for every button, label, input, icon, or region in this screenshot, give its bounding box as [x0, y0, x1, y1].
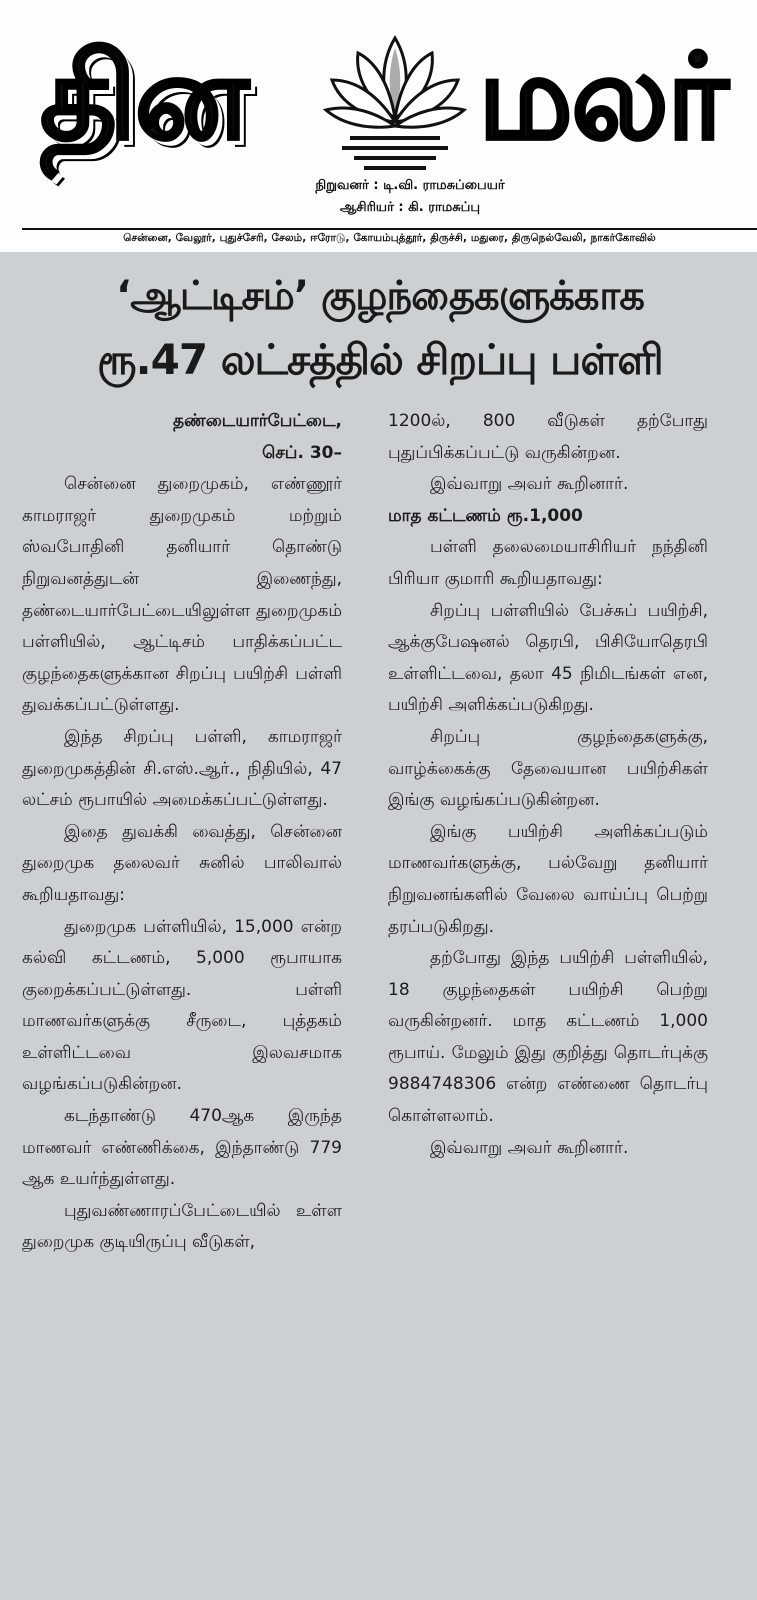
- masthead: [0, 0, 757, 244]
- headline-line-2: ரூ.47 லட்சத்தில் சிறப்பு பள்ளி: [97, 335, 663, 384]
- subheading: மாத கட்டணம் ரூ.1,000: [388, 505, 583, 526]
- lotus-logo-icon: [320, 18, 470, 178]
- paragraph: இதை துவக்கி வைத்து, சென்னை துறைமுக தலைவர் சுனில் பாலிவால் கூறியதாவது:: [22, 821, 342, 905]
- article-column-left: [22, 406, 342, 1259]
- paragraph: சிறப்பு குழந்தைகளுக்கு, வாழ்க்கைக்கு தேவையான பயிற்சிகள் இங்கு வழங்கப்படுகின்றன.: [388, 726, 708, 811]
- founder-line: நிறுவனர் : டி.வி. ராமசுப்பையர்: [315, 178, 505, 193]
- paragraph: பள்ளி தலைமையாசிரியர் நந்தினி பிரியா குமாரி கூறியதாவது:: [388, 537, 708, 589]
- paragraph: 1200ல், 800 வீடுகள் தற்போது புதுப்பிக்கப்பட்டு வருகின்றன.: [388, 411, 708, 463]
- paragraph: புதுவண்ணாரப்பேட்டையில் உள்ள துறைமுக குடியிருப்பு வீடுகள்,: [22, 1200, 342, 1253]
- paragraph: கடந்தாண்டு 470ஆக இருந்த மாணவர் எண்ணிக்கை, இந்தாண்டு 779 ஆக உயர்ந்துள்ளது.: [22, 1106, 342, 1190]
- paragraph: துறைமுக பள்ளியில், 15,000 என்ற கல்வி கட்டணம், 5,000 ரூபாயாக குறைக்கப்பட்டுள்ளது. பள்ளி மாணவர்களுக்கு சீருடை, புத்தகம் உள்ளிட்டவை இலவசமாக வழங்கப்படுகின்றன.: [22, 916, 342, 1095]
- masthead-name-left: தின: [40, 28, 248, 166]
- paragraph: இவ்வாறு அவர் கூறினார்.: [430, 474, 629, 495]
- paragraph: சிறப்பு பள்ளியில் பேச்சுப் பயிற்சி, ஆக்குபேஷனல் தெரபி, பிசியோதெரபி உள்ளிட்டவை, தலா 45 நிமிடங்கள் என, பயிற்சி அளிக்கப்படுகிறது.: [388, 600, 708, 716]
- editions-line: சென்னை, வேலூர், புதுச்சேரி, சேலம், ஈரோடு, கோயம்புத்தூர், திருச்சி, மதுரை, திருநெல்வேலி, நாகர்கோவில்: [123, 232, 656, 244]
- article-column-right: [388, 406, 708, 1164]
- paragraph: தற்போது இந்த பயிற்சி பள்ளியில், 18 குழந்தைகள் பயிற்சி பெற்று வருகின்றனர். மாத கட்டணம் 1,000 ரூபாய். மேலும் இது குறித்து தொடர்புக்கு 9884748306 என்ற எண்ணை தொடர்பு கொள்ளலாம்.: [388, 948, 708, 1127]
- paragraph: இங்கு பயிற்சி அளிக்கப்படும் மாணவர்களுக்கு, பல்வேறு தனியார் நிறுவனங்களில் வேலை வாய்ப்பு பெற்று தரப்படுகிறது.: [388, 821, 708, 937]
- paragraph: இந்த சிறப்பு பள்ளி, காமராஜர் துறைமுகத்தின் சி.எஸ்.ஆர்., நிதியில், 47 லட்சம் ரூபாயில் அமைக்கப்பட்டுள்ளது.: [22, 726, 342, 811]
- masthead-divider: [22, 228, 757, 230]
- dateline-date: செப். 30–: [262, 442, 342, 463]
- headline-line-1: ‘ஆட்டிசம்’ குழந்தைகளுக்காக: [116, 273, 644, 319]
- dateline-place: தண்டையார்பேட்டை,: [173, 411, 342, 431]
- paragraph: இவ்வாறு அவர் கூறினார்.: [430, 1137, 629, 1158]
- masthead-name-right: மலர்: [478, 28, 727, 166]
- paragraph: சென்னை துறைமுகம், எண்ணூர் காமராஜர் துறைமுகம் மற்றும் ஸ்வபோதினி தனியார் தொண்டு நிறுவனத்துடன் இணைந்து, தண்டையார்பேட்டையிலுள்ள துறைமுகம் பள்ளியில், ஆட்டிசம் பாதிக்கப்பட்ட குழந்தைகளுக்கான சிறப்பு பயிற்சி பள்ளி துவக்கப்பட்டுள்ளது.: [22, 474, 342, 716]
- editor-line: ஆசிரியர் : கி. ராமசுப்பு: [339, 200, 481, 215]
